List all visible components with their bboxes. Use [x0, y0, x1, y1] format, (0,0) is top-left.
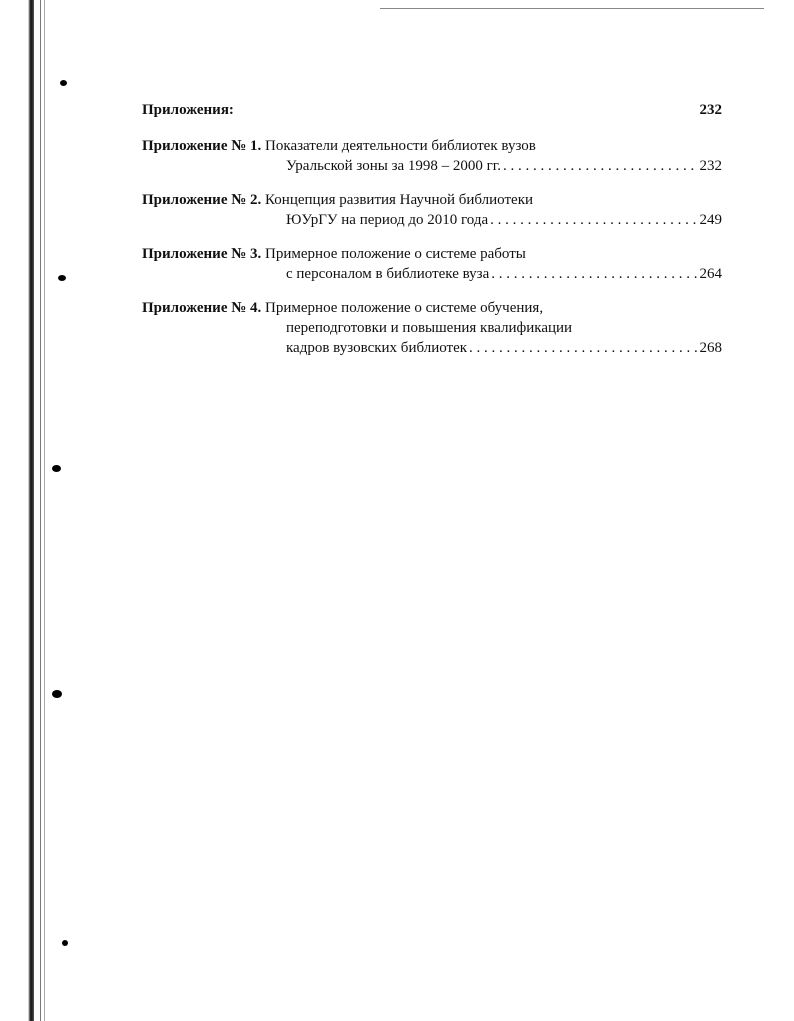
- dot-leader: [491, 264, 697, 284]
- appendix-contents: [142, 100, 722, 372]
- section-title: Приложения:: [142, 102, 234, 118]
- entry-title-line: Примерное положение о системе работы: [265, 246, 526, 262]
- scan-speck: [52, 690, 62, 698]
- contents-entry: [142, 136, 722, 176]
- entry-page-number: 264: [699, 266, 722, 282]
- entry-title-line: переподготовки и повышения квалификации: [286, 320, 573, 336]
- entry-page-number: 232: [699, 158, 722, 174]
- scan-speck: [62, 940, 68, 946]
- contents-header: [142, 100, 722, 120]
- entry-title-line: ЮУрГУ на период до 2010 года: [286, 212, 489, 228]
- entry-title-line: Показатели деятельности библиотек вузов: [265, 138, 536, 154]
- dot-leader: [469, 338, 697, 358]
- scan-edge-shadow: [28, 0, 34, 1021]
- entry-page-number: 249: [699, 212, 722, 228]
- entry-title-line: Уральской зоны за 1998 – 2000 гг.: [286, 158, 502, 174]
- dot-leader: [503, 156, 697, 176]
- entry-title-line: Примерное положение о системе обучения,: [265, 300, 544, 316]
- entry-title-line: кадров вузовских библиотек: [286, 340, 468, 356]
- entry-label: Приложение № 4.: [142, 300, 262, 316]
- entry-label: Приложение № 1.: [142, 138, 262, 154]
- scan-speck: [60, 80, 67, 86]
- scan-top-rule: [380, 8, 764, 9]
- entry-title-line: с персоналом в библиотеке вуза: [286, 266, 490, 282]
- contents-entry: [142, 298, 722, 358]
- section-page-number: 232: [699, 102, 722, 118]
- entry-label: Приложение № 3.: [142, 246, 262, 262]
- contents-entry: [142, 190, 722, 230]
- entry-title-line: Концепция развития Научной библиотеки: [265, 192, 534, 208]
- scan-speck: [52, 465, 61, 472]
- scan-speck: [58, 275, 66, 281]
- scan-edge-line: [40, 0, 41, 1021]
- entry-label: Приложение № 2.: [142, 192, 262, 208]
- dot-leader: [490, 210, 697, 230]
- contents-entry: [142, 244, 722, 284]
- scan-edge-line: [44, 0, 45, 1021]
- entry-page-number: 268: [699, 340, 722, 356]
